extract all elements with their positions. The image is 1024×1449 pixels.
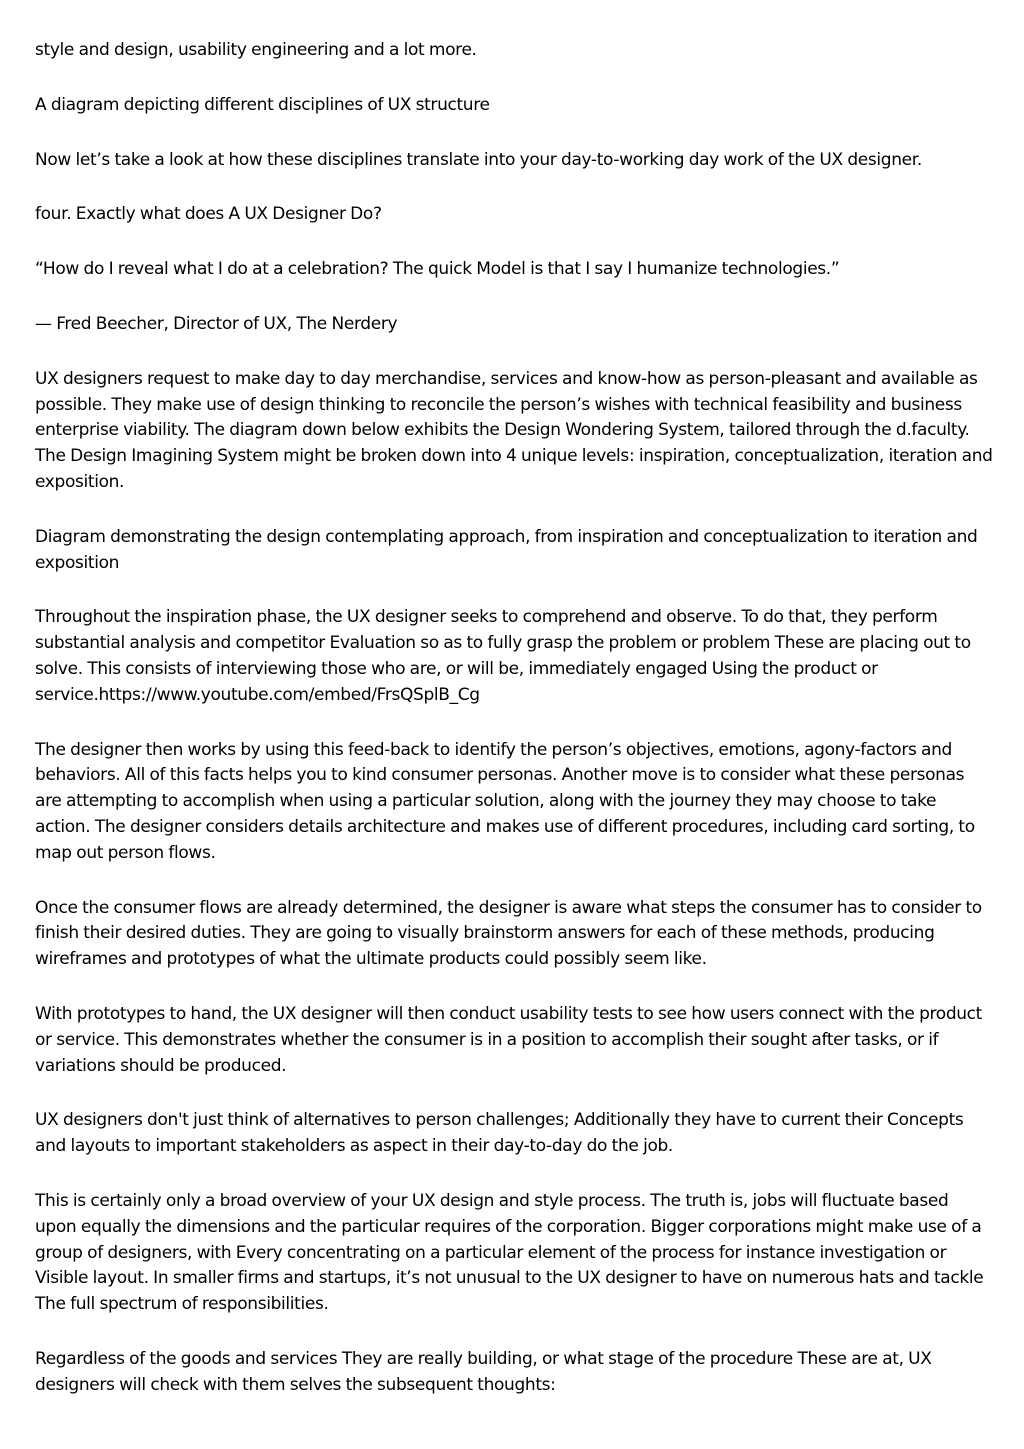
paragraph-13: UX designers don't just think of alternatives to person challenges; Additionally they have to current their Concepts and layouts to important stakeholders as aspect in their day-to-day do the job. bbox=[35, 1110, 964, 1157]
paragraph-12: With prototypes to hand, the UX designer will then conduct usability tests to see how users connect with the product or service. This demonstrates whether the consumer is in a position to accomplish their sought after tasks, or if variations should be produced. bbox=[35, 1003, 982, 1076]
diagram-caption: Diagram demonstrating the design contemplating approach, from inspiration and conceptualization to iteration and exposition bbox=[35, 526, 978, 573]
quote: “How do I reveal what I do at a celebration? The quick Model is that I say I humanize technologies.” bbox=[35, 259, 840, 280]
quote-attribution: — Fred Beecher, Director of UX, The Nerdery bbox=[35, 313, 398, 334]
paragraph-10: The designer then works by using this feed-back to identify the person’s objectives, emotions, agony-factors and behaviors. All of this facts helps you to kind consumer personas. Another move is to consider what these personas are attempting to accomplish when using a particular solution, along with the journey they may choose to take action. The designer considers details architecture and makes use of different procedures, including card sorting, to map out person flows. bbox=[35, 739, 975, 863]
paragraph-1: style and design, usability engineering and a lot more. bbox=[35, 40, 477, 60]
paragraph-15: Regardless of the goods and services They are really building, or what stage of the procedure These are at, UX designers will check with them selves the subsequent thoughts: bbox=[35, 1348, 932, 1395]
paragraph-7: UX designers request to make day to day merchandise, services and know-how as person-pleasant and available as possible. They make use of design thinking to reconcile the person’s wishes with technical feasibility and business enterprise viability. The diagram down below exhibits the Design Wondering System, tailored through the d.faculty. The Design Imagining System might be broken down into 4 unique levels: inspiration, conceptualization, iteration and exposition. bbox=[35, 368, 993, 492]
paragraph-11: Once the consumer flows are already determined, the designer is aware what steps the consumer has to consider to finish their desired duties. They are going to visually brainstorm answers for each of these methods, producing wireframes and prototypes of what the ultimate products could possibly seem like. bbox=[35, 897, 982, 970]
paragraph-2: A diagram depicting different disciplines of UX structure bbox=[35, 94, 490, 115]
section-heading: four. Exactly what does A UX Designer Do? bbox=[35, 204, 382, 225]
paragraph-9: Throughout the inspiration phase, the UX designer seeks to comprehend and observe. To do that, they perform substantial analysis and competitor Evaluation so as to fully grasp the problem or problem These are placing out to solve. This consists of interviewing those who are, or will be, immediately engaged Using the product or service.https://www.youtube.com/embed/FrsQSplB_Cg bbox=[35, 607, 971, 705]
paragraph-14: This is certainly only a broad overview of your UX design and style process. The truth is, jobs will fluctuate based upon equally the dimensions and the particular requires of the corporation. Bigger corporations might make use of a group of designers, with Every concentrating on a particular element of the process for instance investigation or Visible layout. In smaller firms and startups, it’s not unusual to the UX designer to have on numerous hats and tackle The full spectrum of responsibilities. bbox=[35, 1190, 984, 1315]
paragraph-3: Now let’s take a look at how these disciplines translate into your day-to-working day work of the UX designer. bbox=[35, 149, 922, 170]
